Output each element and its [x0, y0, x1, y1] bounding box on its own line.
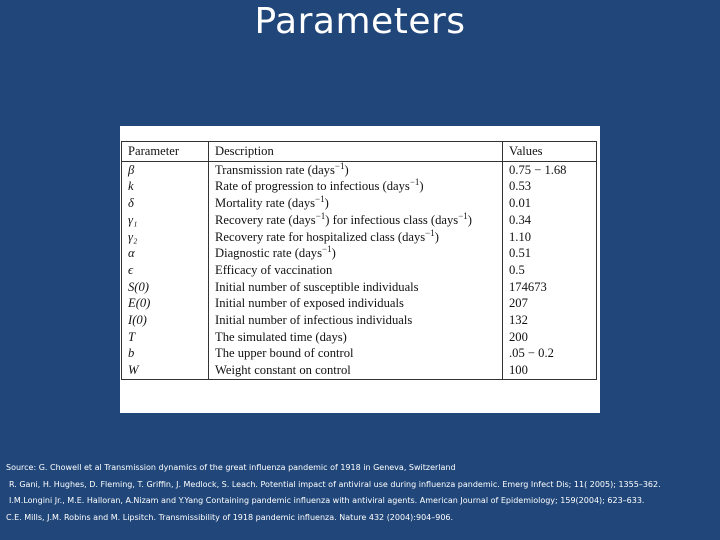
parameter-symbol: δ: [122, 195, 209, 212]
parameter-value: 0.01: [503, 195, 597, 212]
parameter-description: Efficacy of vaccination: [209, 262, 503, 279]
parameter-value: 1.10: [503, 229, 597, 246]
parameters-table-card: [120, 126, 600, 413]
parameter-value: 207: [503, 295, 597, 312]
parameter-description: Rate of progression to infectious (days$^{-1}$): [209, 178, 503, 195]
parameter-description: Initial number of infectious individuals: [209, 312, 503, 329]
parameter-symbol: γ₁: [122, 212, 209, 229]
parameter-symbol: ϵ: [122, 262, 209, 279]
table-row: [122, 362, 597, 379]
parameter-description: Initial number of susceptible individuals: [209, 279, 503, 296]
column-header-parameter: Parameter: [122, 142, 209, 162]
parameter-value: 0.51: [503, 245, 597, 262]
parameter-symbol: W: [122, 362, 209, 379]
table-row: [122, 195, 597, 212]
parameter-symbol: S(0): [122, 279, 209, 296]
parameter-description: Recovery rate (days$^{-1}$) for infectious class (days$^{-1}$): [209, 212, 503, 229]
slide-title: Parameters: [254, 1, 466, 42]
table-row: [122, 161, 597, 178]
parameter-value: 100: [503, 362, 597, 379]
table-row: [122, 312, 597, 329]
table-row: [122, 295, 597, 312]
parameter-symbol: I(0): [122, 312, 209, 329]
reference-gani: R. Gani, H. Hughes, D. Fleming, T. Griffin, J. Medlock, S. Leach. Potential impact of antiviral use during influenza pandemic. Emerg Infect Dis; 11( 2005); 1355–362.: [9, 479, 661, 489]
parameters-table: [121, 141, 597, 380]
table-row: [122, 229, 597, 246]
reference-mills: C.E. Mills, J.M. Robins and M. Lipsitch. Transmissibility of 1918 pandemic influenza. Nature 432 (2004):904–906.: [6, 512, 454, 522]
column-header-description: Description: [209, 142, 503, 162]
table-row: [122, 262, 597, 279]
parameter-description: Mortality rate (days$^{-1}$): [209, 195, 503, 212]
parameter-description: Transmission rate (days$^{-1}$): [209, 161, 503, 178]
reference-longini: I.M.Longini Jr., M.E. Halloran, A.Nizam and Y.Yang Containing pandemic influenza with antiviral agents. American Journal of Epidemiology; 159(2004); 623–633.: [9, 496, 645, 505]
parameter-symbol: γ₂: [122, 229, 209, 246]
table-row: [122, 178, 597, 195]
table-row: [122, 279, 597, 296]
parameter-value: 132: [503, 312, 597, 329]
parameter-value: 0.5: [503, 262, 597, 279]
parameter-symbol: α: [122, 245, 209, 262]
parameter-value: 174673: [503, 279, 597, 296]
table-row: [122, 245, 597, 262]
column-header-values: Values: [503, 142, 597, 162]
parameter-description: The simulated time (days): [209, 329, 503, 346]
parameter-symbol: β: [122, 161, 209, 178]
parameter-value: 0.53: [503, 178, 597, 195]
parameter-symbol: k: [122, 178, 209, 195]
parameter-value: .05 − 0.2: [503, 345, 597, 362]
parameter-value: 200: [503, 329, 597, 346]
parameter-symbol: T: [122, 329, 209, 346]
source-references: [6, 460, 718, 526]
parameter-description: Weight constant on control: [209, 362, 503, 379]
parameter-description: Recovery rate for hospitalized class (days$^{-1}$): [209, 229, 503, 246]
table-header-row: [122, 142, 597, 162]
table-row: [122, 345, 597, 362]
parameter-description: Diagnostic rate (days$^{-1}$): [209, 245, 503, 262]
source-line: Source: G. Chowell et al Transmission dynamics of the great influenza pandemic of 1918 in Geneva, Switzerland: [6, 463, 456, 472]
parameter-description: Initial number of exposed individuals: [209, 295, 503, 312]
table-row: [122, 212, 597, 229]
parameter-symbol: E(0): [122, 295, 209, 312]
table-row: [122, 329, 597, 346]
parameter-value: 0.75 − 1.68: [503, 161, 597, 178]
parameter-description: The upper bound of control: [209, 345, 503, 362]
parameter-value: 0.34: [503, 212, 597, 229]
parameter-symbol: b: [122, 345, 209, 362]
